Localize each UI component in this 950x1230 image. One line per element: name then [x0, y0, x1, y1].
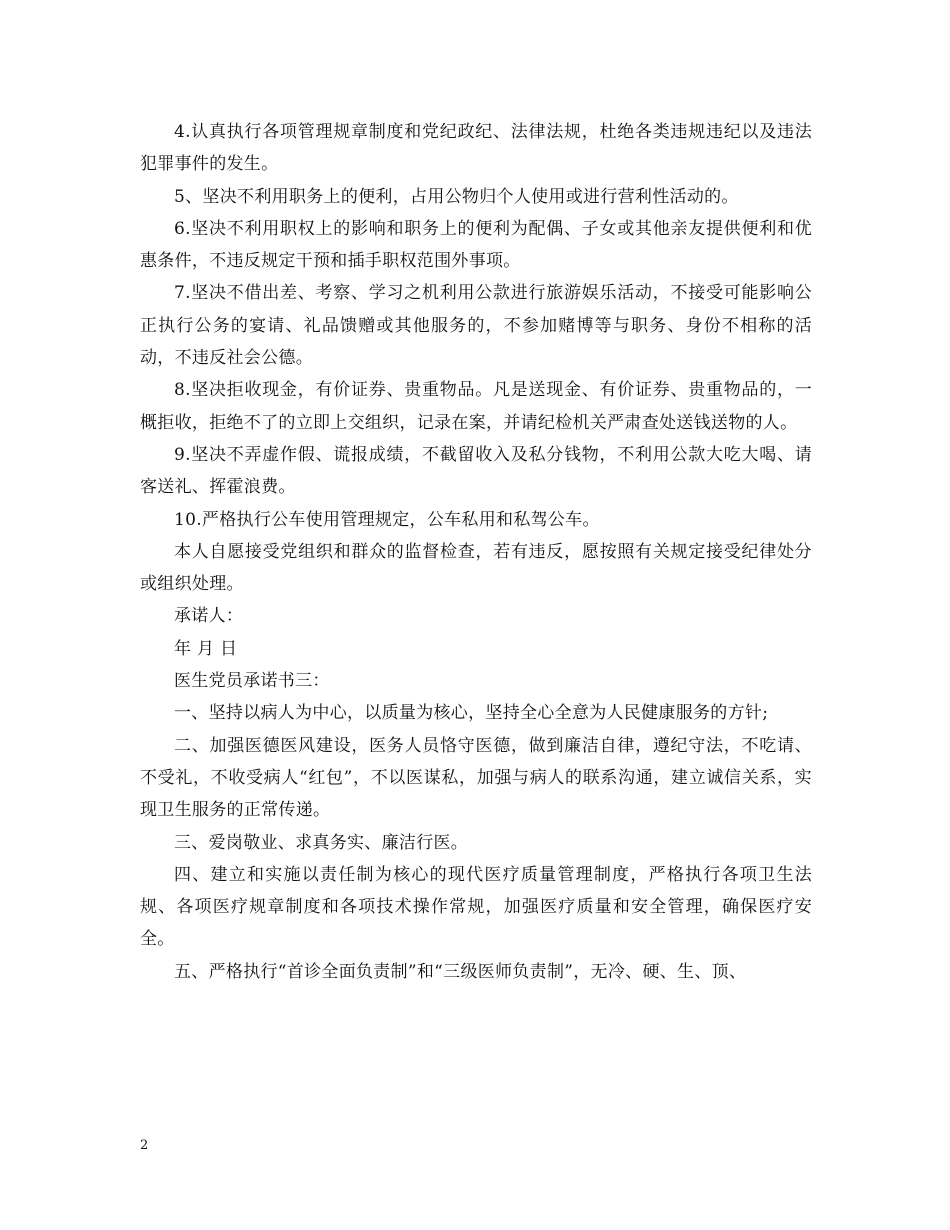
- pledge-item-one: 一、坚持以病人为中心，以质量为核心，坚持全心全意为人民健康服务的方针;: [174, 703, 769, 724]
- paragraph-item-9: 9.坚决不弄虚作假、谎报成绩，不截留收入及私分钱物，不利用公款大吃大喝、请客送礼、挥霍浪费。: [140, 444, 812, 498]
- paragraph-item-10: 10.严格执行公车使用管理规定，公车私用和私驾公车。: [174, 509, 600, 530]
- paragraph-supervision-statement: 本人自愿接受党组织和群众的监督检查，若有违反，愿按照有关规定接受纪律处分或组织处理。: [140, 541, 812, 595]
- pledge-item-three: 三、爱岗敬业、求真务实、廉洁行医。: [174, 832, 469, 853]
- pledge-item-two: 二、加强医德医风建设，医务人员恪守医德，做到廉洁自律，遵纪守法，不吃请、不受礼，不收受病人“红包”，不以医谋私，加强与病人的联系沟通，建立诚信关系，实现卫生服务的正常传递。: [140, 735, 812, 821]
- body-text: [140, 116, 812, 988]
- signature-label: 承诺人：: [174, 606, 244, 627]
- pledge-item-five: 五、严格执行“首诊全面负责制”和“三级医师负责制”，无冷、硬、生、顶、: [174, 961, 747, 982]
- paragraph-item-5: 5、坚决不利用职务上的便利，占用公物归个人使用或进行营利性活动的。: [174, 186, 739, 207]
- page-number: 2: [140, 1138, 149, 1153]
- paragraph-item-6: 6.坚决不利用职权上的影响和职务上的便利为配偶、子女或其他亲友提供便利和优惠条件，不违反规定干预和插手职权范围外事项。: [140, 218, 812, 272]
- section-heading-doctor-pledge: 医生党员承诺书三：: [174, 671, 330, 692]
- paragraph-item-4: 4.认真执行各项管理规章制度和党纪政纪、法律法规，杜绝各类违规违纪以及违法犯罪事件的发生。: [140, 122, 812, 175]
- date-line: 年 月 日: [174, 638, 238, 659]
- paragraph-item-8: 8.坚决拒收现金，有价证券、贵重物品。凡是送现金、有价证券、贵重物品的，一概拒收，拒绝不了的立即上交组织，记录在案，并请纪检机关严肃查处送钱送物的人。: [140, 380, 812, 433]
- pledge-item-four: 四、建立和实施以责任制为核心的现代医疗质量管理制度，严格执行各项卫生法规、各项医疗规章制度和各项技术操作常规，加强医疗质量和安全管理，确保医疗安全。: [140, 864, 812, 950]
- paragraph-item-7: 7.坚决不借出差、考察、学习之机利用公款进行旅游娱乐活动，不接受可能影响公正执行公务的宴请、礼品馈赠或其他服务的，不参加赌博等与职务、身份不相称的活动，不违反社会公德。: [140, 283, 812, 369]
